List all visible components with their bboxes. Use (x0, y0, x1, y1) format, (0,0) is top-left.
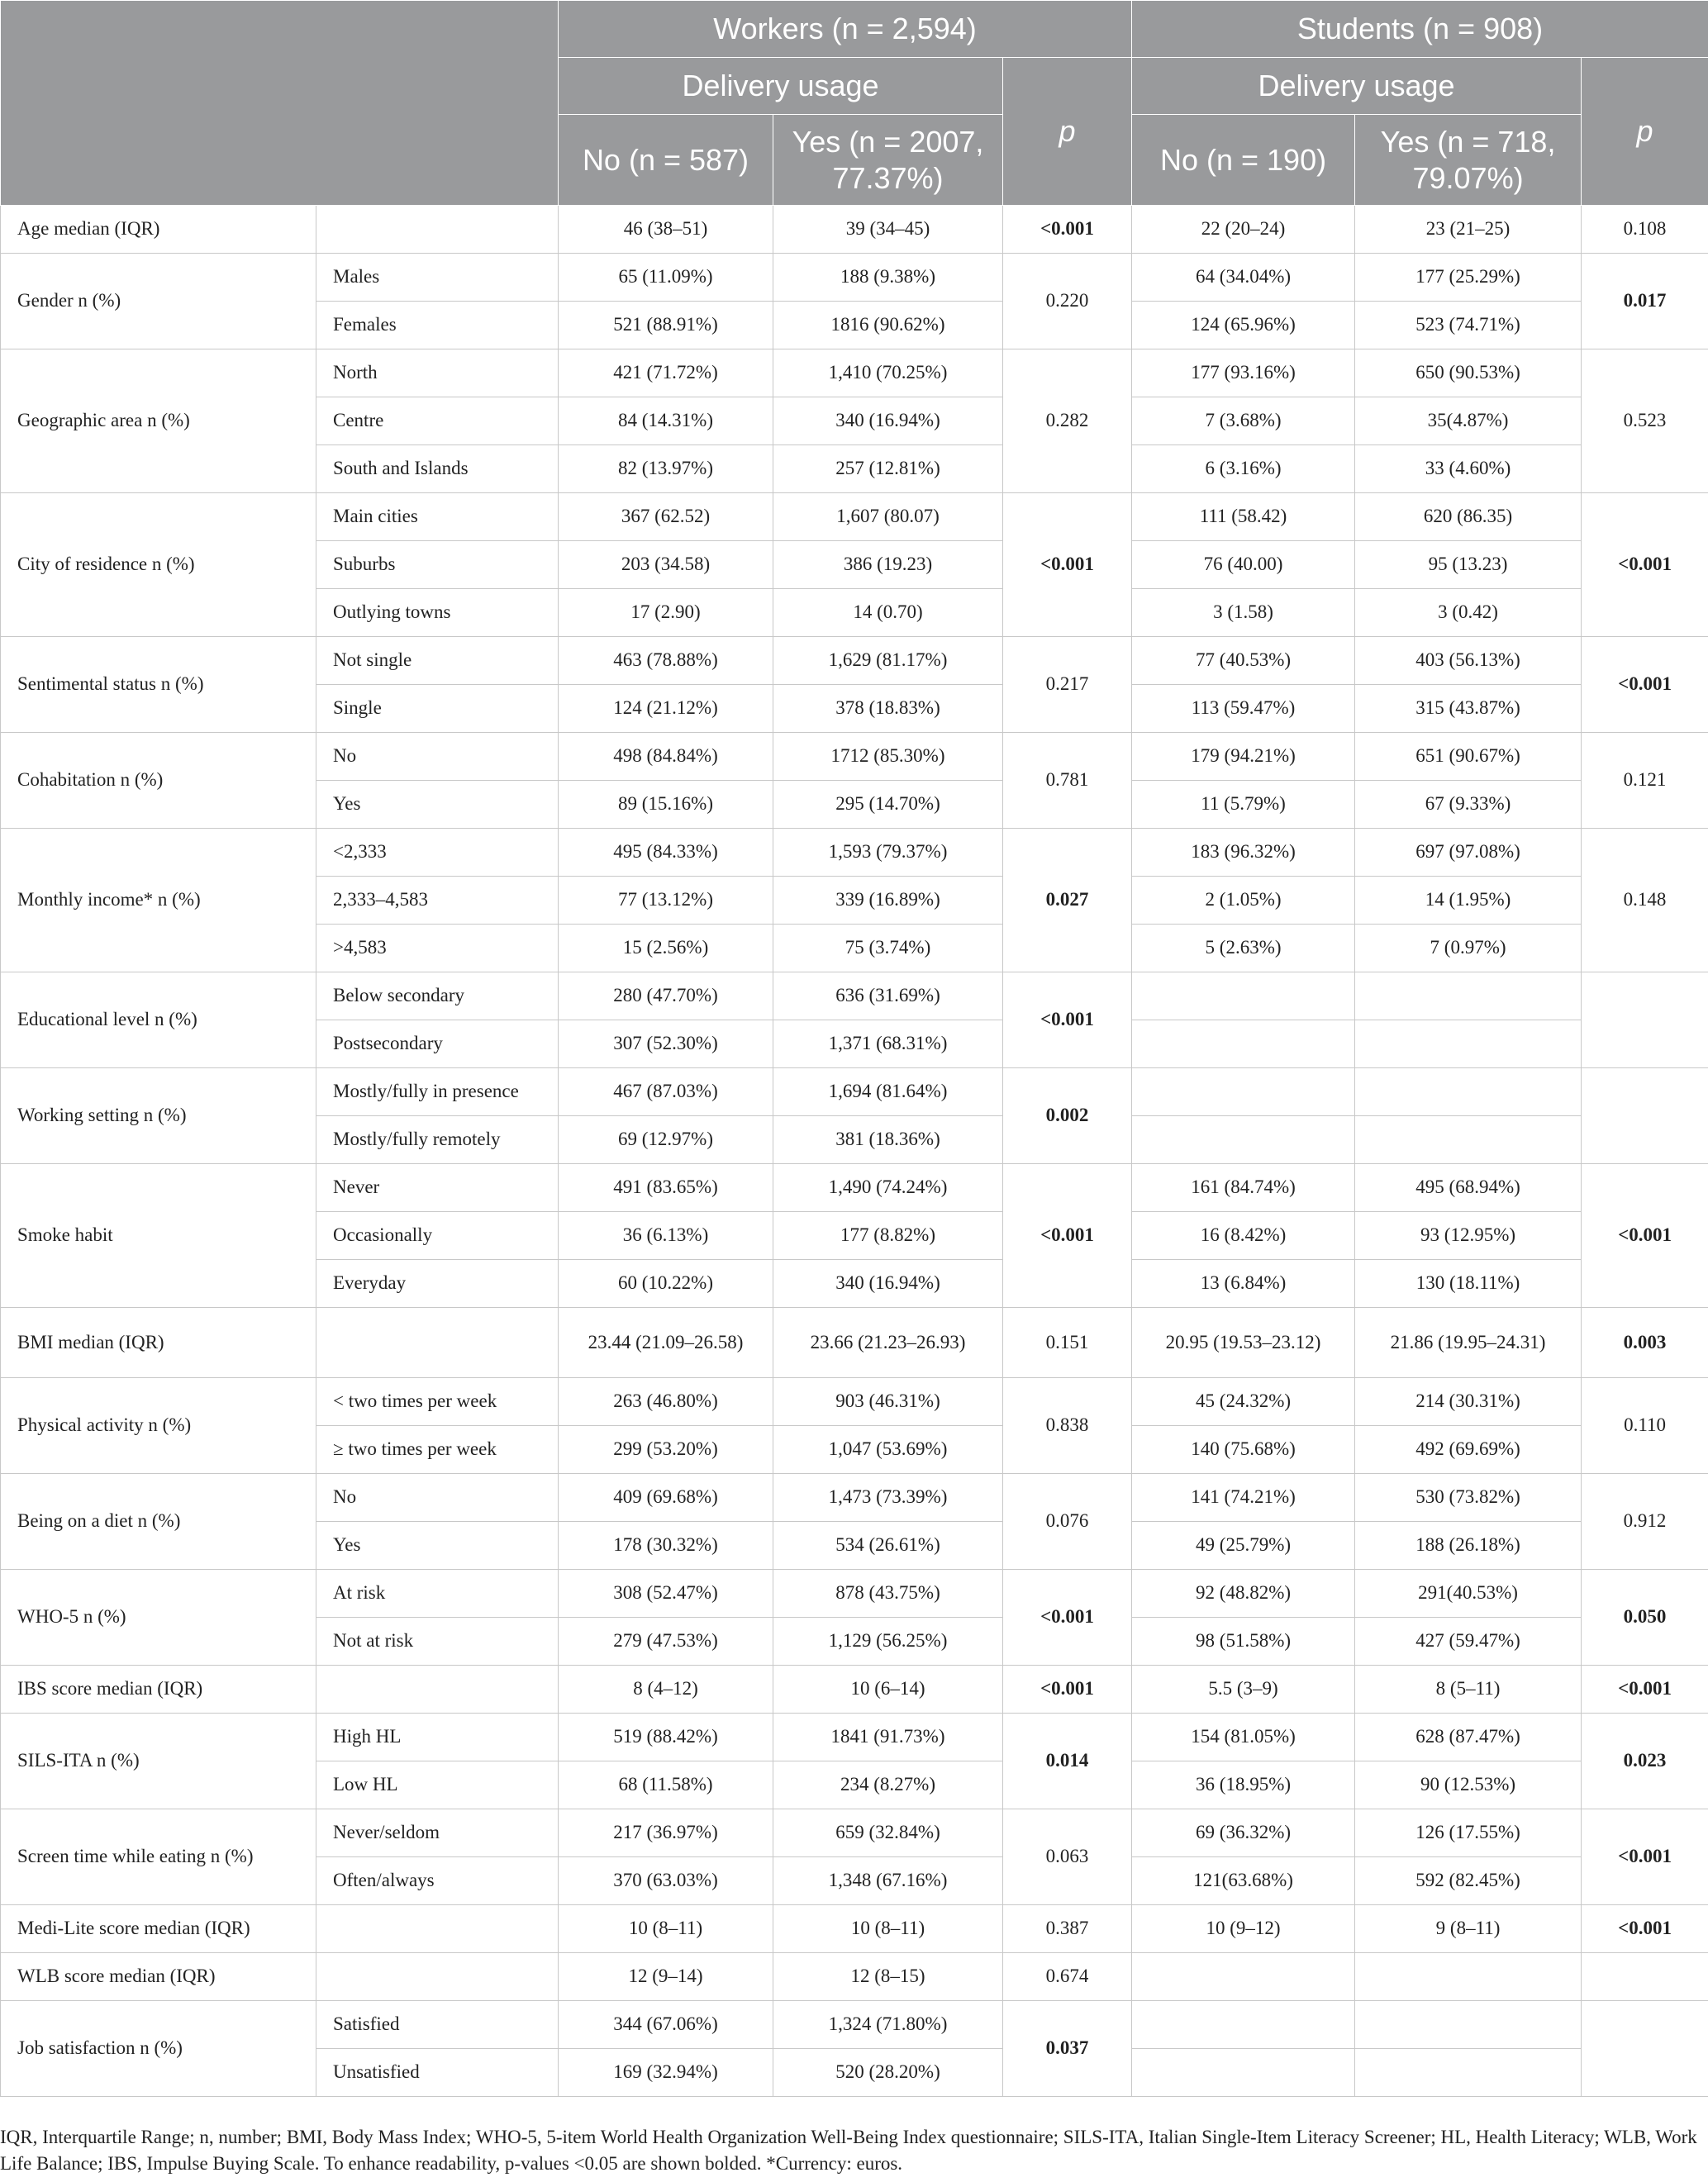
category-label: Main cities (316, 493, 559, 541)
workers-yes-cell: 903 (46.31%) (773, 1378, 1003, 1426)
category-label (316, 1905, 559, 1953)
students-yes-cell: 315 (43.87%) (1355, 685, 1582, 733)
header-students-no: No (n = 190) (1132, 115, 1355, 206)
workers-no-cell: 10 (8–11) (559, 1905, 773, 1953)
table-row (1, 1164, 1708, 1212)
students-no-cell: 16 (8.42%) (1132, 1212, 1355, 1260)
category-label: Not single (316, 637, 559, 685)
workers-no-cell: 124 (21.12%) (559, 685, 773, 733)
students-yes-cell (1355, 2001, 1582, 2049)
workers-yes-cell: 1,324 (71.80%) (773, 2001, 1003, 2049)
category-label: Satisfied (316, 2001, 559, 2049)
students-yes-cell: 523 (74.71%) (1355, 302, 1582, 349)
workers-yes-cell: 340 (16.94%) (773, 397, 1003, 445)
category-label: At risk (316, 1570, 559, 1618)
workers-p-value: 0.781 (1003, 733, 1132, 829)
students-yes-cell: 650 (90.53%) (1355, 349, 1582, 397)
workers-no-cell: 203 (34.58) (559, 541, 773, 589)
students-p-value: 0.121 (1582, 733, 1708, 829)
workers-p-value: 0.220 (1003, 254, 1132, 349)
variable-label: Monthly income* n (%) (1, 829, 316, 972)
workers-p-value: <0.001 (1003, 1570, 1132, 1666)
workers-no-cell: 46 (38–51) (559, 206, 773, 254)
students-yes-cell (1355, 972, 1582, 1020)
workers-p-value: 0.063 (1003, 1809, 1132, 1905)
workers-no-cell: 498 (84.84%) (559, 733, 773, 781)
workers-no-cell: 299 (53.20%) (559, 1426, 773, 1474)
students-no-cell (1132, 972, 1355, 1020)
table-row (1, 1905, 1708, 1953)
category-label: Yes (316, 781, 559, 829)
students-no-cell (1132, 2049, 1355, 2097)
workers-yes-cell: 14 (0.70) (773, 589, 1003, 637)
variable-label: Educational level n (%) (1, 972, 316, 1068)
workers-no-cell: 370 (63.03%) (559, 1857, 773, 1905)
students-yes-cell: 90 (12.53%) (1355, 1761, 1582, 1809)
students-no-cell: 161 (84.74%) (1132, 1164, 1355, 1212)
students-no-cell: 77 (40.53%) (1132, 637, 1355, 685)
table-row (1, 1809, 1708, 1857)
workers-yes-cell: 23.66 (21.23–26.93) (773, 1308, 1003, 1378)
students-no-cell: 124 (65.96%) (1132, 302, 1355, 349)
table-row (1, 206, 1708, 254)
students-no-cell: 177 (93.16%) (1132, 349, 1355, 397)
students-yes-cell (1355, 1020, 1582, 1068)
students-p-value: 0.110 (1582, 1378, 1708, 1474)
header-workers-p: p (1003, 58, 1132, 206)
students-yes-cell: 7 (0.97%) (1355, 925, 1582, 972)
category-label: Single (316, 685, 559, 733)
category-label: Females (316, 302, 559, 349)
variable-label: City of residence n (%) (1, 493, 316, 637)
workers-yes-cell: 1,371 (68.31%) (773, 1020, 1003, 1068)
workers-no-cell: 12 (9–14) (559, 1953, 773, 2001)
workers-no-cell: 65 (11.09%) (559, 254, 773, 302)
students-no-cell: 98 (51.58%) (1132, 1618, 1355, 1666)
students-p-value: 0.148 (1582, 829, 1708, 972)
workers-no-cell: 409 (69.68%) (559, 1474, 773, 1522)
students-no-cell (1132, 1020, 1355, 1068)
students-p-value: <0.001 (1582, 493, 1708, 637)
category-label: Low HL (316, 1761, 559, 1809)
workers-yes-cell: 1,129 (56.25%) (773, 1618, 1003, 1666)
students-yes-cell: 495 (68.94%) (1355, 1164, 1582, 1212)
workers-yes-cell: 234 (8.27%) (773, 1761, 1003, 1809)
students-no-cell: 6 (3.16%) (1132, 445, 1355, 493)
workers-yes-cell: 1,348 (67.16%) (773, 1857, 1003, 1905)
students-yes-cell: 3 (0.42) (1355, 589, 1582, 637)
table-row (1, 1570, 1708, 1618)
students-p-value: <0.001 (1582, 1905, 1708, 1953)
students-yes-cell: 14 (1.95%) (1355, 877, 1582, 925)
workers-yes-cell: 1841 (91.73%) (773, 1714, 1003, 1761)
workers-p-value: <0.001 (1003, 1666, 1132, 1714)
table-footnote: IQR, Interquartile Range; n, number; BMI, Body Mass Index; WHO-5, 5-item World Health Organization Well-Being Index questionnaire; SILS-ITA, Italian Single-Item Literacy Screener; HL, Health Literacy; WLB, Work Life Balance; IBS, Impulse Buying Scale. To enhance readability, p-values <0.05 are shown bolded. *Currency: euros. (0, 2127, 1697, 2174)
workers-yes-cell: 177 (8.82%) (773, 1212, 1003, 1260)
students-no-cell: 92 (48.82%) (1132, 1570, 1355, 1618)
header-students-yes: Yes (n = 718, 79.07%) (1355, 115, 1582, 206)
students-no-cell: 141 (74.21%) (1132, 1474, 1355, 1522)
students-no-cell: 64 (34.04%) (1132, 254, 1355, 302)
workers-p-value: 0.674 (1003, 1953, 1132, 2001)
students-yes-cell: 620 (86.35) (1355, 493, 1582, 541)
workers-no-cell: 495 (84.33%) (559, 829, 773, 877)
students-yes-cell: 177 (25.29%) (1355, 254, 1582, 302)
workers-p-value: 0.037 (1003, 2001, 1132, 2097)
students-yes-cell: 188 (26.18%) (1355, 1522, 1582, 1570)
students-no-cell: 113 (59.47%) (1132, 685, 1355, 733)
students-no-cell: 111 (58.42) (1132, 493, 1355, 541)
students-p-value (1582, 1068, 1708, 1164)
students-no-cell: 179 (94.21%) (1132, 733, 1355, 781)
students-no-cell: 36 (18.95%) (1132, 1761, 1355, 1809)
workers-no-cell: 69 (12.97%) (559, 1116, 773, 1164)
table-row (1, 493, 1708, 541)
students-p-value: 0.050 (1582, 1570, 1708, 1666)
header-students: Students (n = 908) (1132, 1, 1708, 58)
workers-no-cell: 15 (2.56%) (559, 925, 773, 972)
workers-no-cell: 279 (47.53%) (559, 1618, 773, 1666)
category-label: Outlying towns (316, 589, 559, 637)
header-workers-yes: Yes (n = 2007, 77.37%) (773, 115, 1003, 206)
category-label: Below secondary (316, 972, 559, 1020)
students-no-cell: 49 (25.79%) (1132, 1522, 1355, 1570)
workers-no-cell: 36 (6.13%) (559, 1212, 773, 1260)
students-p-value: 0.523 (1582, 349, 1708, 493)
variable-label: Sentimental status n (%) (1, 637, 316, 733)
students-yes-cell: 126 (17.55%) (1355, 1809, 1582, 1857)
category-label: Postsecondary (316, 1020, 559, 1068)
workers-p-value: 0.002 (1003, 1068, 1132, 1164)
students-no-cell (1132, 1116, 1355, 1164)
students-p-value: <0.001 (1582, 1164, 1708, 1308)
students-yes-cell: 130 (18.11%) (1355, 1260, 1582, 1308)
category-label: Everyday (316, 1260, 559, 1308)
students-yes-cell: 95 (13.23) (1355, 541, 1582, 589)
table-row (1, 1378, 1708, 1426)
workers-yes-cell: 1,047 (53.69%) (773, 1426, 1003, 1474)
workers-no-cell: 263 (46.80%) (559, 1378, 773, 1426)
workers-yes-cell: 340 (16.94%) (773, 1260, 1003, 1308)
category-label: <2,333 (316, 829, 559, 877)
students-yes-cell: 33 (4.60%) (1355, 445, 1582, 493)
workers-yes-cell: 295 (14.70%) (773, 781, 1003, 829)
workers-yes-cell: 1,473 (73.39%) (773, 1474, 1003, 1522)
students-yes-cell: 93 (12.95%) (1355, 1212, 1582, 1260)
workers-yes-cell: 878 (43.75%) (773, 1570, 1003, 1618)
workers-p-value: 0.217 (1003, 637, 1132, 733)
table-row (1, 1953, 1708, 2001)
workers-no-cell: 308 (52.47%) (559, 1570, 773, 1618)
category-label: South and Islands (316, 445, 559, 493)
workers-yes-cell: 1,607 (80.07) (773, 493, 1003, 541)
workers-yes-cell: 75 (3.74%) (773, 925, 1003, 972)
workers-no-cell: 367 (62.52) (559, 493, 773, 541)
workers-no-cell: 8 (4–12) (559, 1666, 773, 1714)
variable-label: Physical activity n (%) (1, 1378, 316, 1474)
variable-label: Screen time while eating n (%) (1, 1809, 316, 1905)
students-no-cell: 121(63.68%) (1132, 1857, 1355, 1905)
students-p-value (1582, 1953, 1708, 2001)
table-row (1, 254, 1708, 302)
category-label: 2,333–4,583 (316, 877, 559, 925)
variable-label: Job satisfaction n (%) (1, 2001, 316, 2097)
workers-no-cell: 519 (88.42%) (559, 1714, 773, 1761)
header-workers-no: No (n = 587) (559, 115, 773, 206)
variable-label: SILS-ITA n (%) (1, 1714, 316, 1809)
students-p-value: <0.001 (1582, 637, 1708, 733)
students-yes-cell (1355, 1953, 1582, 2001)
workers-yes-cell: 1,593 (79.37%) (773, 829, 1003, 877)
students-no-cell (1132, 1068, 1355, 1116)
category-label: >4,583 (316, 925, 559, 972)
students-p-value: <0.001 (1582, 1809, 1708, 1905)
header-students-delivery: Delivery usage (1132, 58, 1582, 115)
variable-label: WLB score median (IQR) (1, 1953, 316, 2001)
workers-no-cell: 82 (13.97%) (559, 445, 773, 493)
workers-yes-cell: 257 (12.81%) (773, 445, 1003, 493)
variable-label: Medi-Lite score median (IQR) (1, 1905, 316, 1953)
students-no-cell: 183 (96.32%) (1132, 829, 1355, 877)
category-label: No (316, 1474, 559, 1522)
workers-yes-cell: 534 (26.61%) (773, 1522, 1003, 1570)
students-p-value: 0.017 (1582, 254, 1708, 349)
students-yes-cell: 628 (87.47%) (1355, 1714, 1582, 1761)
students-yes-cell: 21.86 (19.95–24.31) (1355, 1308, 1582, 1378)
students-yes-cell: 530 (73.82%) (1355, 1474, 1582, 1522)
workers-no-cell: 467 (87.03%) (559, 1068, 773, 1116)
workers-yes-cell: 1,694 (81.64%) (773, 1068, 1003, 1116)
students-no-cell: 76 (40.00) (1132, 541, 1355, 589)
table-row (1, 1714, 1708, 1761)
variable-label: Gender n (%) (1, 254, 316, 349)
workers-yes-cell: 1,490 (74.24%) (773, 1164, 1003, 1212)
category-label: High HL (316, 1714, 559, 1761)
workers-yes-cell: 188 (9.38%) (773, 254, 1003, 302)
students-yes-cell: 427 (59.47%) (1355, 1618, 1582, 1666)
table-row (1, 637, 1708, 685)
variable-label: WHO-5 n (%) (1, 1570, 316, 1666)
workers-p-value: 0.387 (1003, 1905, 1132, 1953)
students-yes-cell: 291(40.53%) (1355, 1570, 1582, 1618)
workers-p-value: 0.076 (1003, 1474, 1132, 1570)
workers-yes-cell: 378 (18.83%) (773, 685, 1003, 733)
workers-yes-cell: 339 (16.89%) (773, 877, 1003, 925)
variable-label: Geographic area n (%) (1, 349, 316, 493)
workers-yes-cell: 636 (31.69%) (773, 972, 1003, 1020)
students-no-cell: 5.5 (3–9) (1132, 1666, 1355, 1714)
students-no-cell: 5 (2.63%) (1132, 925, 1355, 972)
students-yes-cell: 492 (69.69%) (1355, 1426, 1582, 1474)
students-yes-cell: 9 (8–11) (1355, 1905, 1582, 1953)
table-row (1, 1308, 1708, 1378)
students-yes-cell: 403 (56.13%) (1355, 637, 1582, 685)
category-label: Occasionally (316, 1212, 559, 1260)
category-label (316, 1308, 559, 1378)
workers-p-value: <0.001 (1003, 1164, 1132, 1308)
students-yes-cell: 23 (21–25) (1355, 206, 1582, 254)
students-yes-cell: 35(4.87%) (1355, 397, 1582, 445)
variable-label: Being on a diet n (%) (1, 1474, 316, 1570)
category-label: Suburbs (316, 541, 559, 589)
workers-no-cell: 344 (67.06%) (559, 2001, 773, 2049)
workers-yes-cell: 1816 (90.62%) (773, 302, 1003, 349)
variable-label: Age median (IQR) (1, 206, 316, 254)
workers-yes-cell: 1712 (85.30%) (773, 733, 1003, 781)
workers-no-cell: 307 (52.30%) (559, 1020, 773, 1068)
workers-yes-cell: 381 (18.36%) (773, 1116, 1003, 1164)
students-yes-cell (1355, 2049, 1582, 2097)
category-label: North (316, 349, 559, 397)
students-no-cell: 13 (6.84%) (1132, 1260, 1355, 1308)
students-no-cell: 10 (9–12) (1132, 1905, 1355, 1953)
workers-no-cell: 89 (15.16%) (559, 781, 773, 829)
category-label (316, 206, 559, 254)
category-label (316, 1953, 559, 2001)
students-p-value: 0.912 (1582, 1474, 1708, 1570)
students-no-cell: 22 (20–24) (1132, 206, 1355, 254)
header-workers-delivery: Delivery usage (559, 58, 1003, 115)
workers-yes-cell: 1,410 (70.25%) (773, 349, 1003, 397)
category-label: ≥ two times per week (316, 1426, 559, 1474)
category-label: Never/seldom (316, 1809, 559, 1857)
category-label: Mostly/fully remotely (316, 1116, 559, 1164)
category-label: Not at risk (316, 1618, 559, 1666)
students-yes-cell (1355, 1116, 1582, 1164)
variable-label: IBS score median (IQR) (1, 1666, 316, 1714)
students-no-cell: 2 (1.05%) (1132, 877, 1355, 925)
variable-label: BMI median (IQR) (1, 1308, 316, 1378)
students-yes-cell: 697 (97.08%) (1355, 829, 1582, 877)
workers-yes-cell: 1,629 (81.17%) (773, 637, 1003, 685)
category-label: Unsatisfied (316, 2049, 559, 2097)
table-row (1, 349, 1708, 397)
table-row (1, 733, 1708, 781)
students-no-cell: 3 (1.58) (1132, 589, 1355, 637)
workers-yes-cell: 520 (28.20%) (773, 2049, 1003, 2097)
students-yes-cell: 8 (5–11) (1355, 1666, 1582, 1714)
students-no-cell: 7 (3.68%) (1132, 397, 1355, 445)
variable-label: Working setting n (%) (1, 1068, 316, 1164)
table-body (1, 206, 1708, 2097)
students-yes-cell: 67 (9.33%) (1355, 781, 1582, 829)
workers-p-value: 0.014 (1003, 1714, 1132, 1809)
students-p-value: 0.023 (1582, 1714, 1708, 1809)
workers-no-cell: 169 (32.94%) (559, 2049, 773, 2097)
table-row (1, 972, 1708, 1020)
students-p-value (1582, 972, 1708, 1068)
table-row (1, 1666, 1708, 1714)
students-no-cell: 154 (81.05%) (1132, 1714, 1355, 1761)
students-yes-cell (1355, 1068, 1582, 1116)
category-label: Centre (316, 397, 559, 445)
workers-no-cell: 521 (88.91%) (559, 302, 773, 349)
workers-p-value: <0.001 (1003, 972, 1132, 1068)
workers-no-cell: 60 (10.22%) (559, 1260, 773, 1308)
workers-p-value: <0.001 (1003, 206, 1132, 254)
workers-p-value: 0.151 (1003, 1308, 1132, 1378)
variable-label: Cohabitation n (%) (1, 733, 316, 829)
variable-label: Smoke habit (1, 1164, 316, 1308)
header-workers: Workers (n = 2,594) (559, 1, 1132, 58)
workers-no-cell: 77 (13.12%) (559, 877, 773, 925)
students-yes-cell: 651 (90.67%) (1355, 733, 1582, 781)
workers-no-cell: 84 (14.31%) (559, 397, 773, 445)
workers-yes-cell: 10 (8–11) (773, 1905, 1003, 1953)
workers-no-cell: 17 (2.90) (559, 589, 773, 637)
workers-no-cell: 217 (36.97%) (559, 1809, 773, 1857)
workers-no-cell: 178 (30.32%) (559, 1522, 773, 1570)
workers-no-cell: 68 (11.58%) (559, 1761, 773, 1809)
students-no-cell: 69 (36.32%) (1132, 1809, 1355, 1857)
category-label: Males (316, 254, 559, 302)
workers-no-cell: 491 (83.65%) (559, 1164, 773, 1212)
category-label: Often/always (316, 1857, 559, 1905)
category-label: Mostly/fully in presence (316, 1068, 559, 1116)
students-p-value (1582, 2001, 1708, 2097)
students-p-value: 0.003 (1582, 1308, 1708, 1378)
workers-yes-cell: 39 (34–45) (773, 206, 1003, 254)
students-yes-cell: 592 (82.45%) (1355, 1857, 1582, 1905)
students-no-cell: 20.95 (19.53–23.12) (1132, 1308, 1355, 1378)
students-no-cell: 45 (24.32%) (1132, 1378, 1355, 1426)
students-p-value: <0.001 (1582, 1666, 1708, 1714)
students-no-cell (1132, 2001, 1355, 2049)
workers-p-value: <0.001 (1003, 493, 1132, 637)
category-label (316, 1666, 559, 1714)
students-no-cell (1132, 1953, 1355, 2001)
workers-p-value: 0.282 (1003, 349, 1132, 493)
category-label: Never (316, 1164, 559, 1212)
table-row (1, 1474, 1708, 1522)
table-row (1, 2001, 1708, 2049)
workers-no-cell: 23.44 (21.09–26.58) (559, 1308, 773, 1378)
header-blank (1, 1, 559, 206)
category-label: No (316, 733, 559, 781)
students-yes-cell: 214 (30.31%) (1355, 1378, 1582, 1426)
workers-yes-cell: 659 (32.84%) (773, 1809, 1003, 1857)
workers-yes-cell: 12 (8–15) (773, 1953, 1003, 2001)
workers-p-value: 0.027 (1003, 829, 1132, 972)
workers-no-cell: 280 (47.70%) (559, 972, 773, 1020)
workers-yes-cell: 386 (19.23) (773, 541, 1003, 589)
category-label: < two times per week (316, 1378, 559, 1426)
workers-no-cell: 463 (78.88%) (559, 637, 773, 685)
workers-p-value: 0.838 (1003, 1378, 1132, 1474)
students-no-cell: 140 (75.68%) (1132, 1426, 1355, 1474)
students-p-value: 0.108 (1582, 206, 1708, 254)
table-row (1, 829, 1708, 877)
workers-no-cell: 421 (71.72%) (559, 349, 773, 397)
header-students-p: p (1582, 58, 1708, 206)
students-no-cell: 11 (5.79%) (1132, 781, 1355, 829)
category-label: Yes (316, 1522, 559, 1570)
table-row (1, 1068, 1708, 1116)
workers-yes-cell: 10 (6–14) (773, 1666, 1003, 1714)
